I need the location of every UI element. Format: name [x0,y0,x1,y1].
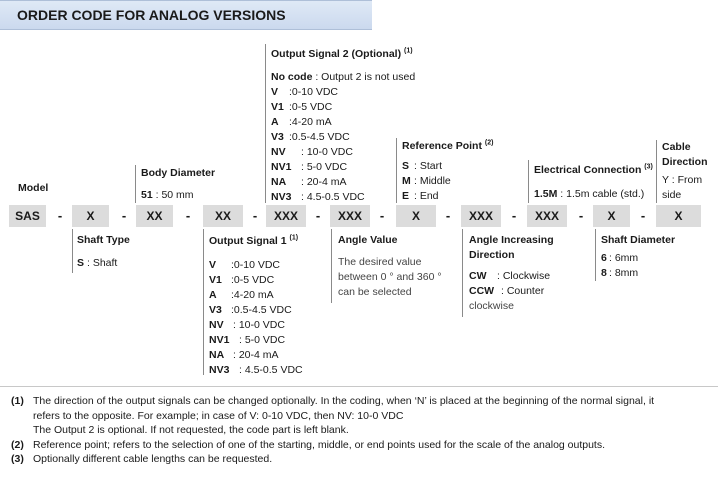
cable-direction-option: Y : From [662,174,703,186]
shaft-type-block [77,233,130,271]
reference-option: S : Start [402,160,443,172]
separator: - [57,208,63,223]
electrical-option: 1.5M : 1.5m cable (std.) [534,188,645,200]
separator: - [315,208,321,223]
output1-option: V3 :0.5-4.5 VDC [209,304,292,316]
output1-option: V1 :0-5 VDC [209,274,275,286]
output2-option: V1 :0-5 VDC [271,101,333,113]
shaft-diameter-title: Shaft Diameter [601,234,676,246]
footnotes [11,394,711,467]
cable-direction-option-cont: side [662,189,682,201]
angle-value-text: between 0 ° and 360 ° [338,271,442,283]
separator: - [121,208,127,223]
code-box-cable-direction: X [656,205,701,227]
angle-direction-block [469,233,554,314]
output1-option: NV : 10-0 VDC [209,319,285,331]
output2-option: NA : 20-4 mA [271,176,347,188]
divider [528,160,529,203]
electrical-connection-block [534,163,653,202]
output2-option: V3 :0.5-4.5 VDC [271,131,350,143]
reference-point-block [402,139,493,204]
separator: - [511,208,517,223]
code-box-angle-value: XXX [330,205,370,227]
code-box-angle-direction: XXX [461,205,501,227]
separator: - [185,208,191,223]
divider [331,229,332,303]
body-diameter-option: 51 : 50 mm [141,189,194,201]
shaft-diameter-block [601,233,675,281]
output2-option: NV : 10-0 VDC [271,146,353,158]
angle-value-text: can be selected [338,286,412,298]
electrical-connection-title: Electrical Connection $^{(3)}$ [534,163,653,176]
section-title: ORDER CODE FOR ANALOG VERSIONS [17,7,286,23]
code-box-shaft-type: X [72,205,109,227]
shaft-diameter-option: 6 : 6mm [601,252,639,264]
separator: - [445,208,451,223]
separator: - [640,208,646,223]
code-box-model: SAS [9,205,46,227]
output1-option: NV3 : 4.5-0.5 VDC [209,364,303,376]
angle-direction-option: CW : Clockwise [469,270,551,282]
shaft-diameter-option: 8 : 8mm [601,267,639,279]
divider [595,229,596,281]
angle-direction-title-2: Direction [469,249,515,261]
divider [72,229,73,273]
code-box-output-2: XXX [266,205,306,227]
output2-option: A :4-20 mA [271,116,332,128]
output1-option: A :4-20 mA [209,289,274,301]
output-signal-2-title: Output Signal 2 (Optional) $^{(1)}$ [271,47,413,60]
footnote-2: (2) Reference point; refers to the selection of one of the starting, middle, or end points used for the scale of the analog outputs. [11,438,606,451]
section-header [0,0,372,30]
output1-option: NV1 : 5-0 VDC [209,334,286,346]
output2-option: NV3 : 4.5-0.5 VDC [271,191,365,203]
output2-option: V :0-10 VDC [271,86,339,98]
shaft-type-option: S : Shaft [77,257,118,269]
cable-direction-block [662,140,708,203]
divider [265,44,266,203]
angle-direction-option: CCW : Counter [469,285,545,297]
code-box-output-1: XX [203,205,243,227]
separator: - [578,208,584,223]
angle-value-block [338,233,442,300]
output-signal-1-block [209,234,303,378]
footnote-divider [0,386,718,387]
output1-option: V :0-10 VDC [209,259,281,271]
code-box-body-diameter: XX [136,205,173,227]
shaft-type-title: Shaft Type [77,234,130,246]
output2-option: NV1 : 5-0 VDC [271,161,348,173]
model-block [18,181,48,196]
reference-point-title: Reference Point $^{(2)}$ [402,139,494,152]
footnote-1: (1) The direction of the output signals can be changed optionally. In the coding, when ‘N’ is placed at the beginning of the normal signal, it refers to the opposite. For example; in case of V: 0-10 VDC, then NV: 10-0 VDC The Output 2 is optional. If not requested, the code part is left blank. [11,395,655,436]
output1-option: NA : 20-4 mA [209,349,279,361]
body-diameter-title: Body Diameter [141,167,216,179]
divider [203,229,204,375]
angle-value-title: Angle Value [338,234,398,246]
divider [396,138,397,203]
cable-direction-title-1: Cable [662,141,691,153]
cable-direction-title-2: Direction [662,156,708,168]
separator: - [252,208,258,223]
output2-option: No code : Output 2 is not used [271,71,416,83]
angle-direction-extra: clockwise [469,300,514,312]
divider [462,229,463,317]
separator: - [379,208,385,223]
divider [656,140,657,203]
divider [135,165,136,203]
output-signal-2-block [271,47,415,205]
code-box-electrical-connection: XXX [527,205,567,227]
angle-direction-title-1: Angle Increasing [469,234,554,246]
body-diameter-block [141,166,215,203]
code-box-reference-point: X [396,205,436,227]
angle-value-text: The desired value [338,256,422,268]
code-box-shaft-diameter: X [593,205,630,227]
model-title: Model [18,182,49,194]
output-signal-1-title: Output Signal 1 $^{(1)}$ [209,234,299,247]
footnote-3: (3) Optionally different cable lengths can be requested. [11,453,273,465]
reference-option: M : Middle [402,175,451,187]
reference-option: E : End [402,190,439,202]
